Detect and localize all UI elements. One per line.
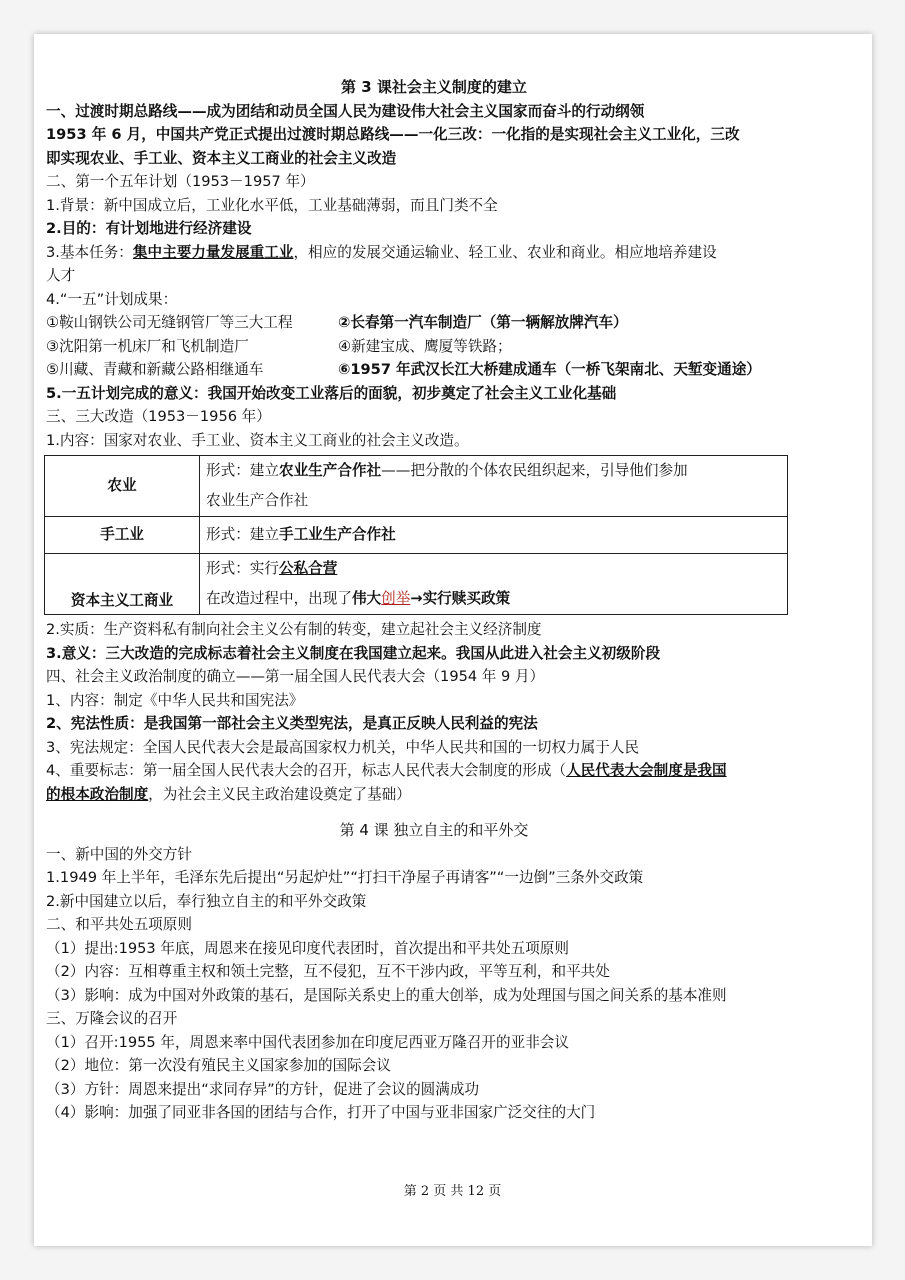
lesson3-general-line-1: 1953 年 6 月，中国共产党正式提出过渡时期总路线——一化三改：一化指的是实现社会主义工业化，三改 bbox=[46, 126, 740, 143]
reform-essence: 2.实质：生产资料私有制向社会主义公有制的转变，建立起社会主义经济制度 bbox=[46, 621, 542, 638]
principles-item-1: （1）提出:1953 年底，周恩来在接见印度代表团时，首次提出和平共处五项原则 bbox=[46, 939, 569, 957]
reform-form-capitalist bbox=[200, 554, 788, 615]
document-body bbox=[46, 76, 822, 1125]
npc-significance-line2 bbox=[46, 783, 822, 807]
reform-category-capitalist: 资本主义工商业 bbox=[45, 554, 200, 615]
plan-result-item: ④新建宝成、鹰厦等铁路； bbox=[338, 337, 512, 355]
form-rest: ——把分散的个体农民组织起来，引导他们参加 bbox=[381, 462, 688, 479]
lesson3-section2-heading: 二、第一个五年计划（1953－1957 年） bbox=[46, 173, 315, 190]
bandung-item-3: （3）方针：周恩来提出“求同存异”的方针，促进了会议的圆满成功 bbox=[46, 1080, 480, 1098]
reform-table bbox=[44, 455, 788, 615]
npc-content: 1、内容：制定《中华人民共和国宪法》 bbox=[46, 691, 304, 709]
constitution-nature: 2、宪法性质：是我国第一部社会主义类型宪法，是真正反映人民利益的宪法 bbox=[46, 715, 538, 732]
plan-task-line2: 人才 bbox=[46, 267, 76, 284]
form-line2: 农业生产合作社 bbox=[206, 492, 309, 509]
diplomacy-item-1: 1.1949 年上半年，毛泽东先后提出“另起炉灶”“打扫干净屋子再请客”“一边倒”三条外交政策 bbox=[46, 869, 644, 886]
reform-meaning: 3.意义：三大改造的完成标志着社会主义制度在我国建立起来。我国从此进入社会主义初级阶段 bbox=[46, 644, 661, 662]
form-key: 农业生产合作社 bbox=[278, 462, 382, 479]
lesson3-section4-heading: 四、社会主义政治制度的确立——第一届全国人民代表大会（1954 年 9 月） bbox=[46, 668, 545, 685]
diplomacy-item-2: 2.新中国建立以后，奉行独立自主的和平外交政策 bbox=[46, 892, 367, 910]
reform-content: 1.内容：国家对农业、手工业、资本主义工商业的社会主义改造。 bbox=[46, 431, 469, 449]
lesson4-section1-heading: 一、新中国的外交方针 bbox=[46, 845, 192, 863]
form-prefix: 形式：实行 bbox=[206, 560, 279, 577]
npc-mark-rest: ，为社会主义民主政治建设奠定了基础） bbox=[148, 785, 411, 803]
form-key: 手工业生产合作社 bbox=[278, 526, 396, 543]
form-key: 公私合营 bbox=[278, 560, 338, 577]
table-row bbox=[45, 554, 788, 615]
npc-mark-key2: 的根本政治制度 bbox=[46, 785, 149, 803]
lesson3-general-line-2: 即实现农业、手工业、资本主义工商业的社会主义改造 bbox=[46, 149, 397, 167]
reform-category-agriculture: 农业 bbox=[45, 456, 200, 517]
form-prefix: 形式：建立 bbox=[206, 462, 279, 479]
plan-task-prefix: 3.基本任务： bbox=[46, 243, 133, 261]
lesson3-title: 第 3 课社会主义制度的建立 bbox=[341, 78, 527, 96]
plan-task-rest: ，相应的发展交通运输业、轻工业、农业和商业。相应地培养建设 bbox=[293, 243, 717, 261]
plan-task bbox=[46, 241, 822, 265]
principles-item-2: （2）内容：互相尊重主权和领土完整，互不侵犯，互不干涉内政，平等互利，和平共处 bbox=[46, 963, 610, 980]
form-line2-prefix: 在改造过程中，出现了 bbox=[206, 590, 352, 607]
npc-mark-key: 人民代表大会制度是我国 bbox=[566, 762, 727, 779]
form-line2-key2: →实行赎买政策 bbox=[410, 590, 511, 607]
table-row bbox=[45, 456, 788, 517]
plan-results-list bbox=[46, 311, 822, 382]
table-row bbox=[45, 517, 788, 554]
form-prefix: 形式：建立 bbox=[206, 526, 279, 543]
bandung-item-4: （4）影响：加强了同亚非各国的团结与合作，打开了中国与亚非国家广泛交往的大门 bbox=[46, 1104, 596, 1121]
lesson4-section3-heading: 三、万隆会议的召开 bbox=[46, 1010, 178, 1027]
bandung-item-2: （2）地位：第一次没有殖民主义国家参加的国际会议 bbox=[46, 1057, 391, 1074]
form-line2-key: 伟大 bbox=[351, 590, 382, 607]
constitution-rule: 3、宪法规定：全国人民代表大会是最高国家权力机关，中华人民共和国的一切权力属于人民 bbox=[46, 738, 640, 756]
plan-goal: 2.目的：有计划地进行经济建设 bbox=[46, 220, 252, 237]
plan-result-item: ①鞍山钢铁公司无缝钢管厂等三大工程 bbox=[46, 314, 293, 331]
plan-meaning: 5.一五计划完成的意义：我国开始改变工业落后的面貌，初步奠定了社会主义工业化基础 bbox=[46, 384, 617, 402]
plan-result-item: ②长春第一汽车制造厂（第一辆解放牌汽车） bbox=[338, 314, 628, 331]
plan-result-item: ③沈阳第一机床厂和飞机制造厂 bbox=[46, 337, 249, 355]
plan-results-heading: 4.“一五”计划成果： bbox=[46, 290, 178, 308]
npc-significance bbox=[46, 759, 822, 783]
form-line2-red: 创举 bbox=[381, 590, 411, 607]
reform-form-agriculture bbox=[200, 456, 788, 517]
lesson3-section1-heading: 一、过渡时期总路线——成为团结和动员全国人民为建设伟大社会主义国家而奋斗的行动纲领 bbox=[46, 102, 645, 120]
plan-result-item: ⑥1957 年武汉长江大桥建成通车（一桥飞架南北、天堑变通途） bbox=[338, 361, 761, 378]
npc-mark-prefix: 4、重要标志：第一届全国人民代表大会的召开，标志人民代表大会制度的形成（ bbox=[46, 762, 567, 779]
plan-result-item: ⑤川藏、青藏和新藏公路相继通车 bbox=[46, 361, 264, 378]
lesson4-section2-heading: 二、和平共处五项原则 bbox=[46, 916, 192, 933]
lesson4-title: 第 4 课 独立自主的和平外交 bbox=[339, 821, 529, 839]
plan-background: 1.背景：新中国成立后，工业化水平低，工业基础薄弱，而且门类不全 bbox=[46, 196, 498, 214]
page-number: 第 2 页 共 12 页 bbox=[403, 1184, 502, 1199]
lesson3-section3-heading: 三、三大改造（1953－1956 年） bbox=[46, 408, 271, 425]
bandung-item-1: （1）召开:1955 年，周恩来率中国代表团参加在印度尼西亚万隆召开的亚非会议 bbox=[46, 1033, 569, 1051]
reform-form-handicraft bbox=[200, 517, 788, 554]
reform-category-handicraft: 手工业 bbox=[45, 517, 200, 554]
principles-item-3: （3）影响：成为中国对外政策的基石，是国际关系史上的重大创举，成为处理国与国之间关系的基本准则 bbox=[46, 986, 727, 1004]
plan-task-key: 集中主要力量发展重工业 bbox=[132, 243, 294, 261]
